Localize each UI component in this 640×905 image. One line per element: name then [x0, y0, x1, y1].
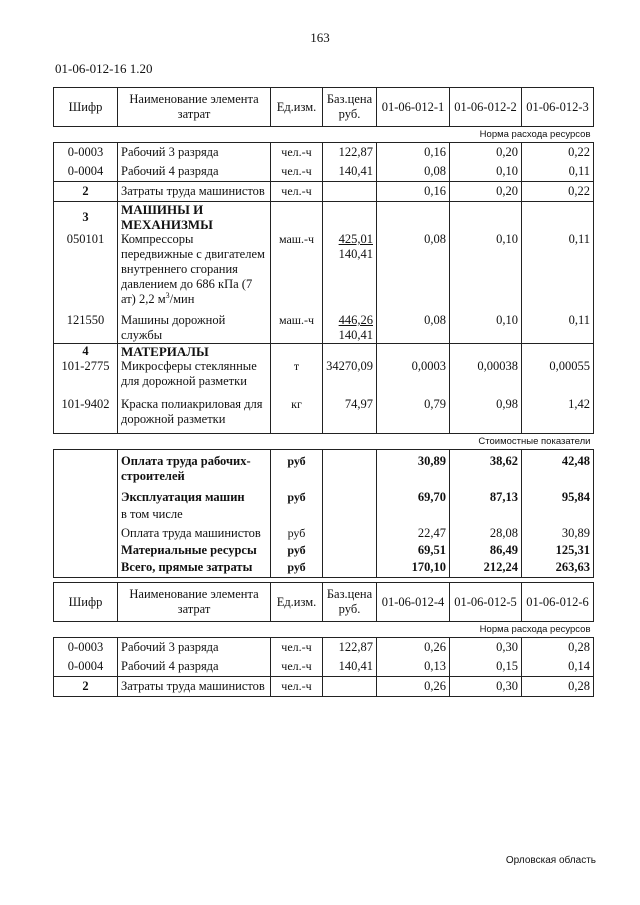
row-value-1: 0,08 [377, 307, 450, 344]
table-header-row [54, 88, 594, 127]
cost-unit: руб [271, 558, 323, 578]
row-value-3: 0,14 [522, 657, 594, 677]
cost-unit: руб [271, 522, 323, 541]
resource-table-2 [53, 582, 594, 697]
cost-unit: руб [271, 450, 323, 485]
row-unit: т [271, 359, 323, 389]
row-value-2: 0,10 [450, 307, 522, 344]
row-name: Машины дорожной службы [118, 307, 271, 344]
row-value-2: 0,00038 [450, 359, 522, 389]
row-value-2: 0,10 [450, 162, 522, 182]
header-code: Шифр [54, 583, 118, 622]
row-value-2: 0,20 [450, 182, 522, 202]
norm-label-row [54, 127, 594, 143]
row-value-1: 0,08 [377, 162, 450, 182]
cost-value-3: 263,63 [522, 558, 594, 578]
row-value-3: 0,28 [522, 638, 594, 658]
cost-value-3: 95,84 [522, 484, 594, 505]
header-unit: Ед.изм. [271, 583, 323, 622]
header-name: Наименование элемента затрат [118, 583, 271, 622]
cost-value-3: 125,31 [522, 541, 594, 558]
row-name: Микросферы стеклянные для дорожной разметки [118, 359, 271, 389]
cost-row [54, 484, 594, 505]
cost-value-1: 69,51 [377, 541, 450, 558]
row-price: 446,26 140,41 [323, 307, 377, 344]
row-name: Краска полиакриловая для дорожной разметки [118, 389, 271, 434]
cost-name: Оплата труда машинистов [118, 522, 271, 541]
row-value-3: 0,11 [522, 162, 594, 182]
row-value-2: 0,20 [450, 143, 522, 163]
row-price: 140,41 [323, 162, 377, 182]
row-price: 425,01 140,41 [323, 232, 377, 307]
row-price [323, 677, 377, 697]
cost-name: Эксплуатация машин [118, 484, 271, 505]
cost-value-1: 30,89 [377, 450, 450, 485]
row-value-3: 0,28 [522, 677, 594, 697]
row-value-1: 0,16 [377, 182, 450, 202]
row-price: 74,97 [323, 389, 377, 434]
header-code: Шифр [54, 88, 118, 127]
row-value-3: 1,42 [522, 389, 594, 434]
section-code: 4 [54, 344, 118, 360]
section-title: МАШИНЫ И МЕХАНИЗМЫ [118, 202, 271, 233]
row-unit: маш.-ч [271, 307, 323, 344]
section-row [54, 344, 594, 360]
row-unit: чел.-ч [271, 182, 323, 202]
header-col-3: 01-06-012-3 [522, 88, 594, 127]
row-code: 121550 [54, 307, 118, 344]
row-value-2: 0,15 [450, 657, 522, 677]
row-code: 101-2775 [54, 359, 118, 389]
norm-label: Норма расхода ресурсов [54, 622, 594, 638]
row-code: 2 [54, 677, 118, 697]
cost-value-1: 22,47 [377, 522, 450, 541]
row-name: Рабочий 4 разряда [118, 162, 271, 182]
cost-unit: руб [271, 541, 323, 558]
row-value-1: 0,79 [377, 389, 450, 434]
cost-row [54, 522, 594, 541]
cost-row [54, 541, 594, 558]
cost-value-3: 30,89 [522, 522, 594, 541]
table-row [54, 359, 594, 389]
row-price [323, 182, 377, 202]
cost-row [54, 505, 594, 522]
row-name: Компрессоры передвижные с двигателем внутреннего сгорания давлением до 686 кПа (7 ат) 2,2 $м^3$/мин [118, 232, 271, 307]
row-unit: чел.-ч [271, 657, 323, 677]
row-unit: чел.-ч [271, 677, 323, 697]
row-value-2: 0,30 [450, 638, 522, 658]
row-code: 0-0003 [54, 143, 118, 163]
row-unit: маш.-ч [271, 232, 323, 307]
row-value-1: 0,08 [377, 232, 450, 307]
header-col-2: 01-06-012-2 [450, 88, 522, 127]
header-unit: Ед.изм. [271, 88, 323, 127]
table-row [54, 677, 594, 697]
row-unit: чел.-ч [271, 638, 323, 658]
cost-value-2: 38,62 [450, 450, 522, 485]
region-footer: Орловская область [505, 855, 596, 866]
section-title: МАТЕРИАЛЫ [118, 344, 271, 360]
row-code: 2 [54, 182, 118, 202]
row-name: Рабочий 4 разряда [118, 657, 271, 677]
row-value-2: 0,98 [450, 389, 522, 434]
norm-label-row [54, 622, 594, 638]
cost-name: Материальные ресурсы [118, 541, 271, 558]
row-unit: чел.-ч [271, 143, 323, 163]
row-value-1: 0,13 [377, 657, 450, 677]
cost-value-2: 212,24 [450, 558, 522, 578]
norm-label: Норма расхода ресурсов [54, 127, 594, 143]
cost-name: Оплата труда рабочих-строителей [118, 450, 271, 485]
row-price: 140,41 [323, 657, 377, 677]
row-value-3: 0,11 [522, 307, 594, 344]
row-code: 0-0003 [54, 638, 118, 658]
row-value-3: 0,00055 [522, 359, 594, 389]
row-value-1: 0,16 [377, 143, 450, 163]
row-value-1: 0,0003 [377, 359, 450, 389]
row-code: 0-0004 [54, 162, 118, 182]
row-value-3: 0,22 [522, 182, 594, 202]
cost-value-2: 28,08 [450, 522, 522, 541]
header-col-1: 01-06-012-1 [377, 88, 450, 127]
row-value-2: 0,10 [450, 232, 522, 307]
header-name: Наименование элемента затрат [118, 88, 271, 127]
table-row [54, 307, 594, 344]
table-row [54, 182, 594, 202]
cost-name: Всего, прямые затраты [118, 558, 271, 578]
row-name: Затраты труда машинистов [118, 182, 271, 202]
row-value-1: 0,26 [377, 638, 450, 658]
cost-name: в том числе [118, 505, 271, 522]
row-name: Затраты труда машинистов [118, 677, 271, 697]
row-code: 050101 [54, 232, 118, 307]
cost-value-2: 87,13 [450, 484, 522, 505]
cost-row-total [54, 558, 594, 578]
table-row [54, 162, 594, 182]
resource-table-1 [53, 87, 594, 578]
row-code: 0-0004 [54, 657, 118, 677]
table-row [54, 143, 594, 163]
cost-value-2: 86,49 [450, 541, 522, 558]
table-row [54, 232, 594, 307]
row-value-1: 0,26 [377, 677, 450, 697]
header-col-5: 01-06-012-5 [450, 583, 522, 622]
header-col-4: 01-06-012-4 [377, 583, 450, 622]
cost-value-1: 170,10 [377, 558, 450, 578]
row-unit: кг [271, 389, 323, 434]
table-header-row [54, 583, 594, 622]
cost-label: Стоимостные показатели [54, 434, 594, 450]
cost-row [54, 450, 594, 485]
table-row [54, 657, 594, 677]
table-row [54, 389, 594, 434]
header-price: Баз.цена руб. [323, 583, 377, 622]
header-price: Баз.цена руб. [323, 88, 377, 127]
row-code: 101-9402 [54, 389, 118, 434]
row-unit: чел.-ч [271, 162, 323, 182]
cost-label-row [54, 434, 594, 450]
cost-value-3: 42,48 [522, 450, 594, 485]
row-price: 122,87 [323, 638, 377, 658]
section-row [54, 202, 594, 233]
header-col-6: 01-06-012-6 [522, 583, 594, 622]
row-value-3: 0,11 [522, 232, 594, 307]
row-price: 34270,09 [323, 359, 377, 389]
row-value-2: 0,30 [450, 677, 522, 697]
row-name: Рабочий 3 разряда [118, 143, 271, 163]
cost-unit: руб [271, 484, 323, 505]
page-number: 163 [310, 30, 330, 45]
cost-value-1: 69,70 [377, 484, 450, 505]
row-price: 122,87 [323, 143, 377, 163]
document-code: 01-06-012-16 1.20 [55, 61, 153, 76]
section-code: 3 [54, 202, 118, 233]
row-value-3: 0,22 [522, 143, 594, 163]
row-name: Рабочий 3 разряда [118, 638, 271, 658]
table-row [54, 638, 594, 658]
